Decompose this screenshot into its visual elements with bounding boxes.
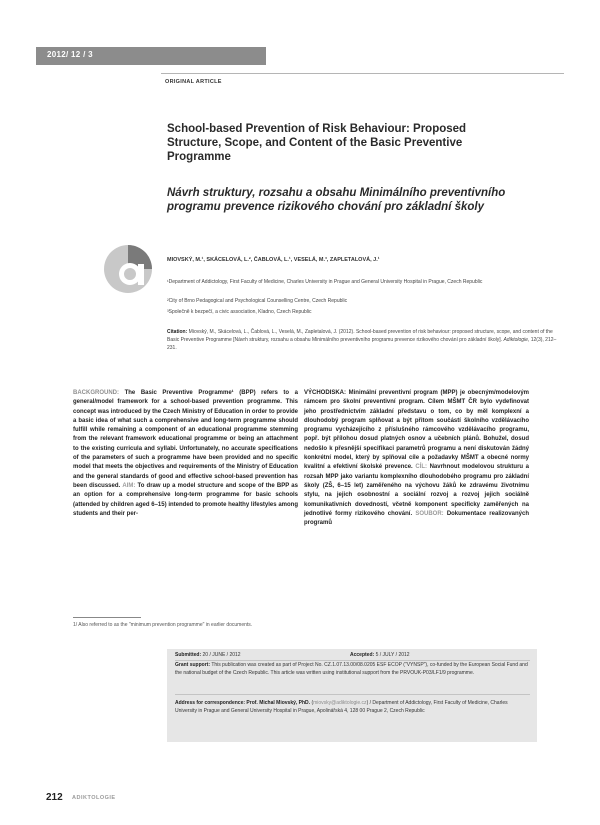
authors: MIOVSKÝ, M.¹, SKÁCELOVÁ, L.², ČABLOVÁ, L.¹, VESELÁ, M.³, ZAPLETALOVÁ, J.¹ [167,257,380,263]
grant-label: Grant support: [175,662,210,668]
accepted-row [350,652,530,660]
address-name: Prof. Michal Miovský, PhD. [246,700,311,706]
footnote: 1/ Also referred to as the "minimum prevention programme" in earlier documents. [73,622,253,628]
issue-bar [36,47,266,65]
citation-text: Miovský, M., Skácelová, L., Čablová, L., Veselá, M., Zapletalová, J. (2012). School-based prevention of risk behaviour: proposed structure, scope, and content of the Basic Preventive Programme [Návrh struktury, rozsahu a obsahu Minimálního preventivního programu prevence rizikového chování pro základní školy]. [167,329,553,343]
background-label: BACKGROUND: [73,390,119,396]
grant-text: This publication was created as part of Project No. CZ.1.07.13.00/08.0205 ESF ECOP ("VYNSP"), co-funded by the European Social Fund and the national budget of the Czech Republic. This article was written using institutional support from the PRVOUK-P03/LF1/9 programme. [175,662,528,676]
affiliation-3: ³Společně k bezpečí, a civic association, Kladno, Czech Republic [167,309,312,315]
abstract-en [73,389,298,519]
abstract-cs [304,389,529,528]
citation [167,328,557,352]
journal-logo-icon [103,244,153,294]
page-number: 212 [46,792,63,803]
accepted-date: 5 / JULY / 2012 [375,652,410,658]
soubor-text: Dokumentace realizovaných programů [304,510,529,527]
issue-number: 2012/ 12 / 3 [47,50,93,59]
background-text: The Basic Preventive Programme¹ (BPP) refers to a general/model framework for a school-based prevention programme. This concept was introduced by the Czech Ministry of Education in order to provide a basic idea of what such a comprehensive and long-term programme should fulfill while remaining a component of an educational programme stemming from the relevant framework educational programme or being an attachment to the existing curricula and syllabi. Unfortunately, no accurate specifications of the parameters of such a programme have been provided and no specific model that meets the objectives and requirements of the Ministry of Education and the general standards of good and effective school-based prevention has been discussed. [73,390,298,489]
info-divider-2 [175,694,530,695]
vychodiska-text: Minimální preventivní program (MPP) je obecným/modelovým rámcem pro školní preventivní program. Cílem MŠMT ČR bylo vydefinovat jeho prostřednictvím základní představu o tom, co by měl komplexní a dlouhodobý program splňovat a být přitom součástí školního vzdělávacího programu vycházejícího z příslušného rámcového vzdělávacího programu, popř. být přílohou dosud platných osnov a učebních plánů. Bohužel, dosud nedošlo k přesnější specifikaci parametrů programu a není diskutován žádný konkrétní model, který by splňoval cíle a požadavky MŠMT a obecné normy kvalitní a efektivní školské prevence. [304,390,530,471]
affiliation-2: ²City of Brno Pedagogical and Psychological Counselling Centre, Czech Republic [167,298,348,304]
citation-journal: Adiktologie [503,337,528,343]
vychodiska-label: VÝCHODISKA: [304,390,347,396]
article-title-en: School-based Prevention of Risk Behaviour: Proposed Structure, Scope, and Content of the Basic Preventive Programme [167,123,467,163]
address-row: Address for correspondence: Prof. Michal Miovský, PhD. (miovsky@adiktologie.cz) / Department of Addictology, First Faculty of Medicine, Charles University in Prague and General University Hospital in Prague, Apolinářská 4, 128 00 Prague 2, Czech Republic [175,700,508,714]
grant-row [175,662,530,677]
section-label: ORIGINAL ARTICLE [165,79,222,85]
journal-name: ADIKTOLOGIE [72,795,116,801]
address-text: / Department of Addictology, First Faculty of Medicine, Charles University in Prague and General University Hospital in Prague, Apolinářská 4, 128 00 Prague 2, Czech Republic [175,700,508,714]
aim-label: AIM: [122,482,136,489]
address-email[interactable]: miovsky@adiktologie.cz [313,700,367,706]
address-label: Address for correspondence: [175,700,246,706]
submitted-date: 20 / JUNE / 2012 [202,652,241,658]
info-divider-1 [175,660,530,661]
accepted-label: Accepted: [350,652,375,658]
aim-text: To draw up a model structure and scope of the BPP as an option for a comprehensive long-term programme for basic schools (attended by children aged 6–15) intended to promote healthy lifestyles among students and their per- [73,482,298,517]
citation-label: Citation: [167,329,188,335]
article-title-cs: Návrh struktury, rozsahu a obsahu Minimálního preventivního programu prevence rizikového chování pro základní školy [167,187,506,213]
soubor-label: SOUBOR: [415,510,444,517]
cil-label: CÍL: [415,464,427,471]
affiliation-1: ¹Department of Addictology, First Faculty of Medicine, Charles University in Prague and General University Hospital in Prague, Czech Republic [167,279,483,285]
cil-text: Navrhnout modelovou strukturu a rozsah MPP jako variantu komplexního dlouhodobého programu pro základní školy (ZŠ, 6–15 let) zaměřeného na výchovu žáků ke zdravému životnímu stylu, na jejich osobnostní a sociální rozvoj a rozvoj jejich sociálně komunikativních dovedností, včetně komponent specificky zaměřených na jednotlivé formy rizikového chování. [304,464,529,517]
section-divider [161,73,564,74]
submitted-label: Submitted: [175,652,202,658]
footnote-divider [73,617,141,618]
citation-suffix: , 12(3), 212–231. [167,337,557,351]
